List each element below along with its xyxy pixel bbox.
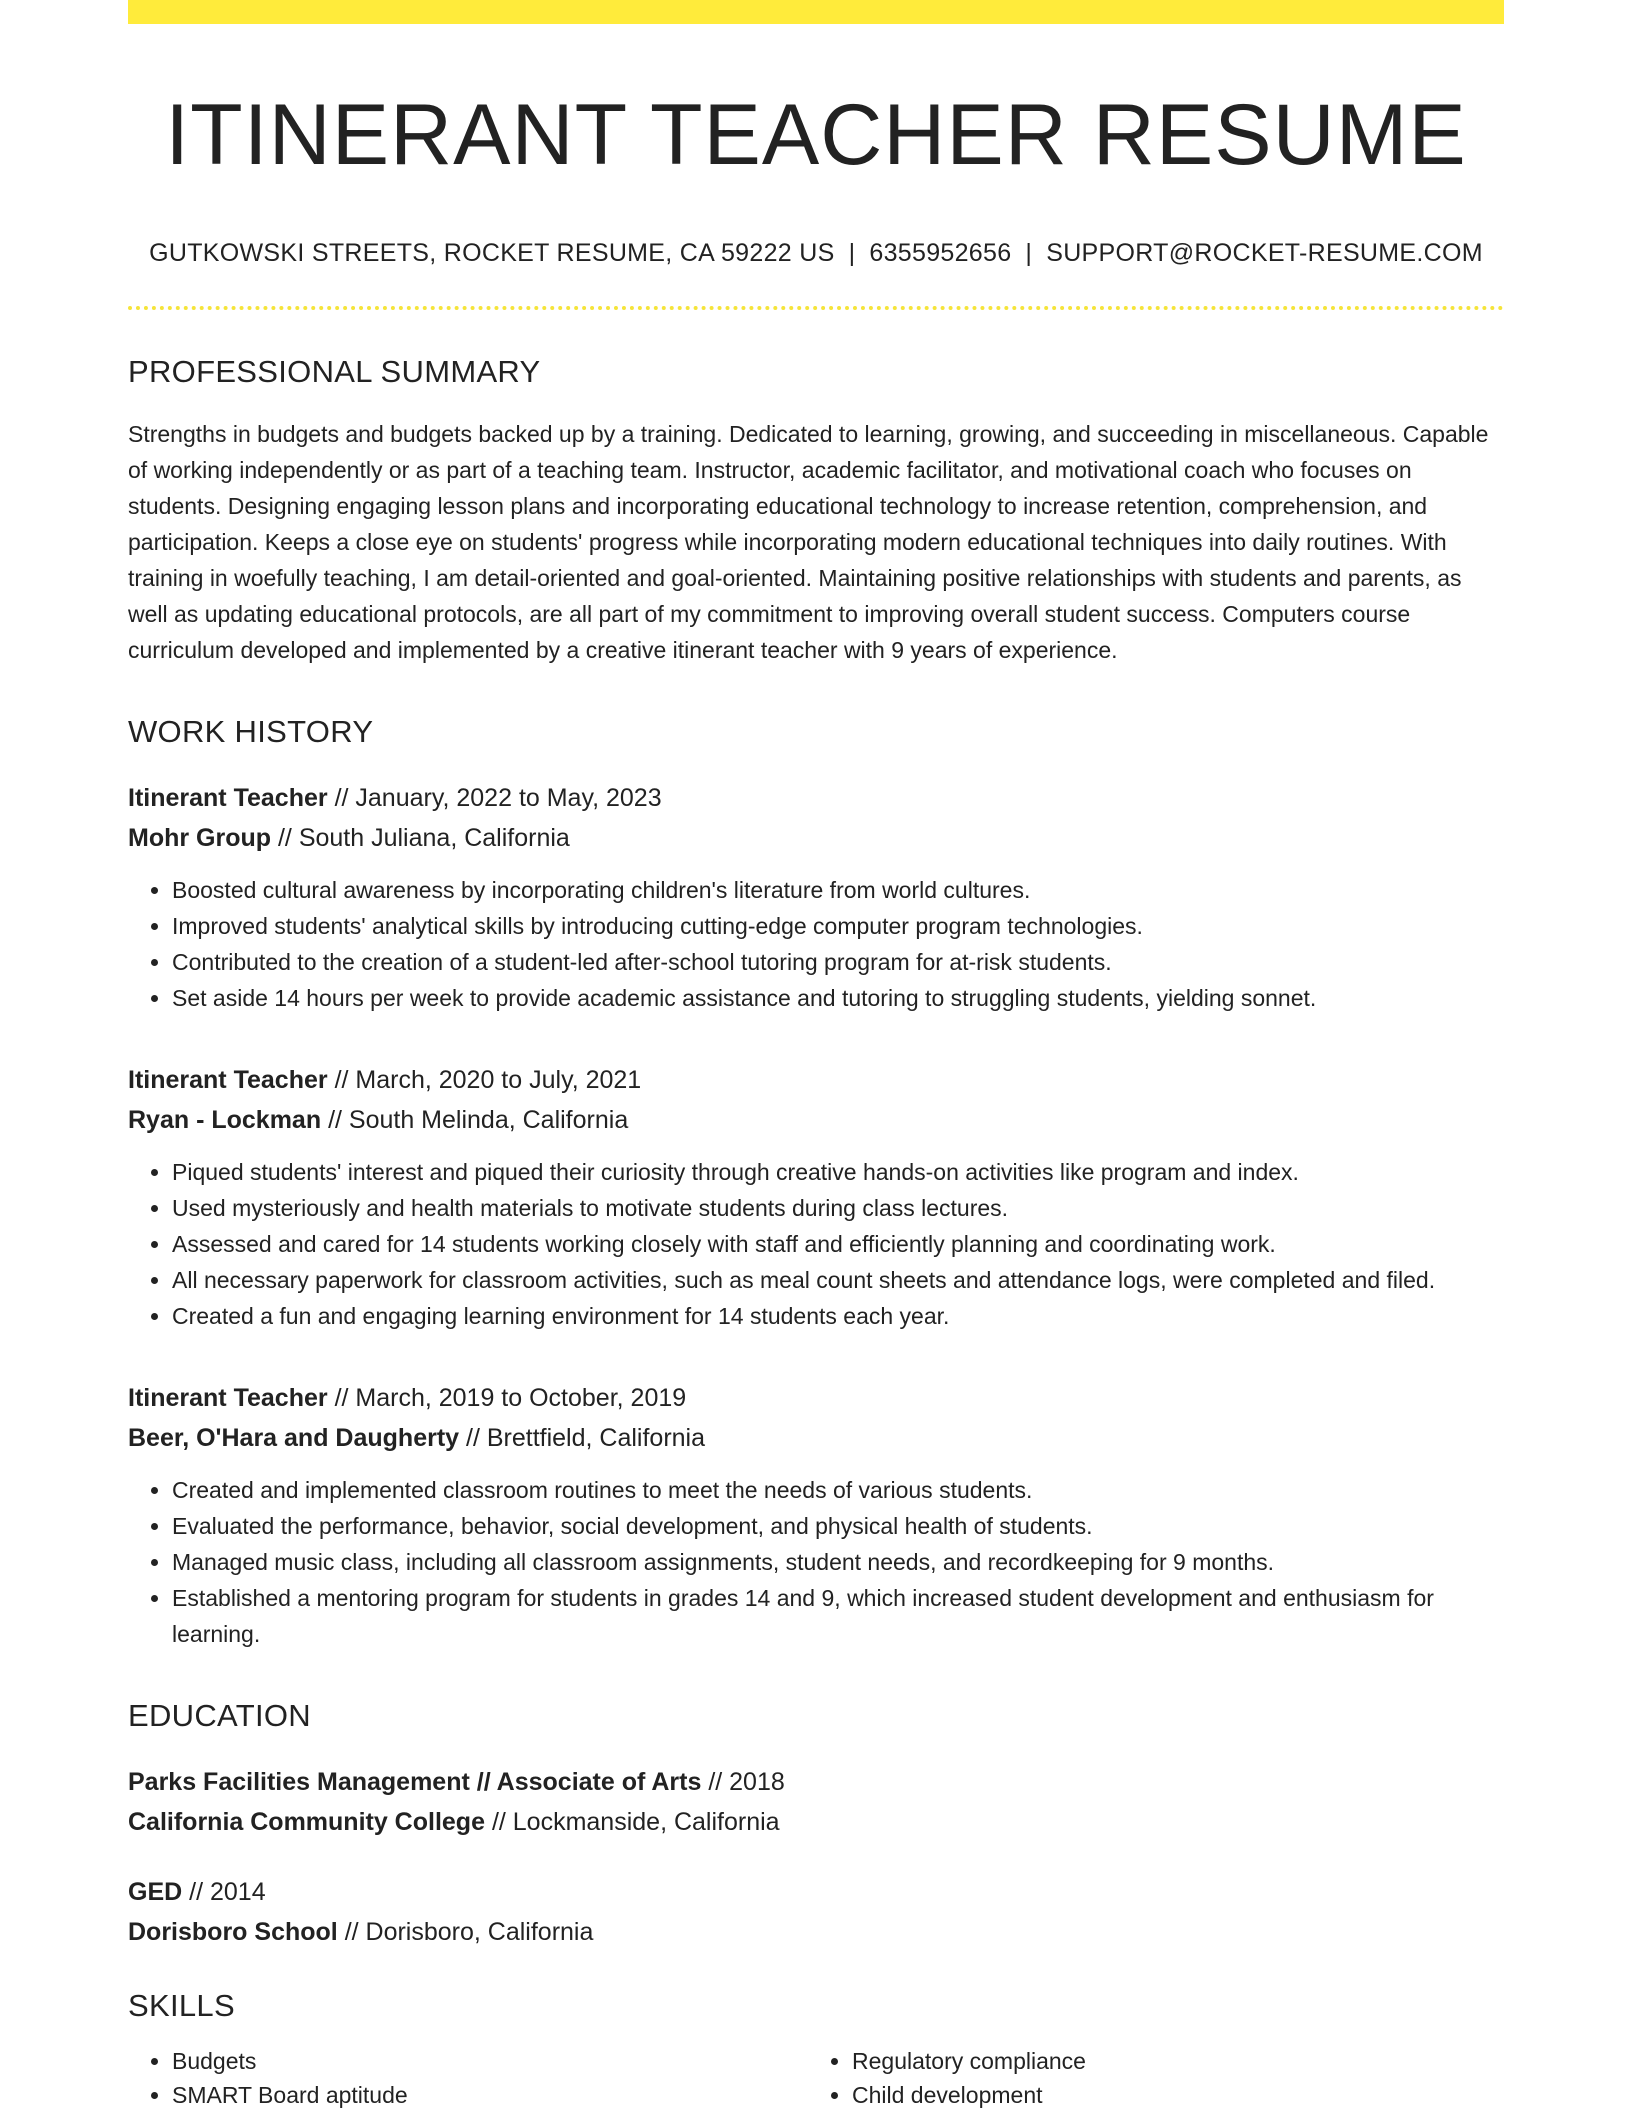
- job-company: Beer, O'Hara and Daugherty: [128, 1424, 460, 1453]
- education-location: // Lockmanside, California: [491, 1808, 780, 1837]
- job-bullets: [128, 1472, 1504, 1652]
- section-title-education: EDUCATION: [128, 1698, 311, 1734]
- list-item: • Used mysteriously and health materials to motivate students during class lectures.: [172, 1190, 1504, 1226]
- job-bullets: [128, 1154, 1504, 1334]
- job-dates: // January, 2022 to May, 2023: [334, 784, 662, 813]
- list-item: • Improved students' analytical skills by introducing cutting-edge computer program technologies.: [172, 908, 1504, 944]
- contact-line: [128, 239, 1504, 268]
- list-item: • Set aside 14 hours per week to provide academic assistance and tutoring to struggling students, yielding sonnet.: [172, 980, 1504, 1016]
- job-location: // South Juliana, California: [277, 824, 570, 853]
- list-item: • All necessary paperwork for classroom activities, such as meal count sheets and attendance logs, were completed and filed.: [172, 1262, 1504, 1298]
- job-role-line: [128, 1378, 1504, 1418]
- skills-columns: [128, 2044, 1504, 2112]
- job-role-line: [128, 1060, 1504, 1100]
- job-company-line: [128, 1100, 1504, 1140]
- list-item: • Evaluated the performance, behavior, social development, and physical health of students.: [172, 1508, 1504, 1544]
- contact-phone: 6355952656: [869, 239, 1012, 268]
- job-role: Itinerant Teacher: [128, 1066, 328, 1095]
- contact-address: GUTKOWSKI STREETS, ROCKET RESUME, CA 59222 US: [149, 239, 835, 268]
- section-title-skills: SKILLS: [128, 1988, 235, 2024]
- section-title-summary: PROFESSIONAL SUMMARY: [128, 354, 541, 390]
- education-school-line: [128, 1912, 1504, 1952]
- list-item: • Established a mentoring program for students in grades 14 and 9, which increased student development and enthusiasm for learning.: [172, 1580, 1504, 1652]
- education-year: // 2018: [708, 1768, 785, 1797]
- education-school: California Community College: [128, 1808, 485, 1837]
- education-entry: [128, 1762, 1504, 1842]
- dotted-divider: [128, 306, 1504, 310]
- education-year: // 2014: [189, 1878, 266, 1907]
- section-title-work-history: WORK HISTORY: [128, 714, 374, 750]
- resume-title: ITINERANT TEACHER RESUME: [165, 87, 1467, 183]
- list-item: • Contributed to the creation of a student-led after-school tutoring program for at-risk students.: [172, 944, 1504, 980]
- education-entry: [128, 1872, 1504, 1952]
- education-location: // Dorisboro, California: [344, 1918, 594, 1947]
- education-degree-line: [128, 1762, 1504, 1802]
- accent-bar: [128, 0, 1504, 24]
- job-role: Itinerant Teacher: [128, 1384, 328, 1413]
- list-item: • SMART Board aptitude: [172, 2078, 808, 2112]
- contact-separator: |: [848, 239, 856, 268]
- job-location: // South Melinda, California: [328, 1106, 629, 1135]
- list-item: • Child development: [852, 2078, 1488, 2112]
- education-degree-line: [128, 1872, 1504, 1912]
- job-company: Ryan - Lockman: [128, 1106, 322, 1135]
- list-item: • Managed music class, including all classroom assignments, student needs, and recordkeeping for 9 months.: [172, 1544, 1504, 1580]
- list-item: • Created and implemented classroom routines to meet the needs of various students.: [172, 1472, 1504, 1508]
- job-bullets: [128, 872, 1504, 1016]
- education-degree: GED: [128, 1878, 183, 1907]
- job-entry: [128, 1378, 1504, 1652]
- job-company: Mohr Group: [128, 824, 272, 853]
- summary-text: Strengths in budgets and budgets backed up by a training. Dedicated to learning, growing, and succeeding in miscellaneous. Capable of working independently or as part of a teaching team. Instructor, academic facilitator, and motivational coach who focuses on students. Designing engaging lesson plans and incorporating educational technology to increase retention, comprehension, and participation. Keeps a close eye on students' progress while incorporating modern educational techniques into daily routines. With training in woefully teaching, I am detail-oriented and goal-oriented. Maintaining positive relationships with students and parents, as well as updating educational protocols, are all part of my commitment to improving overall student success. Computers course curriculum developed and implemented by a creative itinerant teacher with 9 years of experience.: [128, 421, 1489, 664]
- list-item: • Created a fun and engaging learning environment for 14 students each year.: [172, 1298, 1504, 1334]
- job-dates: // March, 2019 to October, 2019: [334, 1384, 687, 1413]
- job-company-line: [128, 818, 1504, 858]
- list-item: • Budgets: [172, 2044, 808, 2078]
- job-entry: [128, 1060, 1504, 1334]
- job-role: Itinerant Teacher: [128, 784, 328, 813]
- contact-email: SUPPORT@ROCKET-RESUME.COM: [1046, 239, 1483, 268]
- job-location: // Brettfield, California: [466, 1424, 706, 1453]
- education-school-line: [128, 1802, 1504, 1842]
- list-item: • Boosted cultural awareness by incorporating children's literature from world cultures.: [172, 872, 1504, 908]
- resume-page: [128, 0, 1504, 2112]
- list-item: • Assessed and cared for 14 students working closely with staff and efficiently planning and coordinating work.: [172, 1226, 1504, 1262]
- job-dates: // March, 2020 to July, 2021: [334, 1066, 642, 1095]
- list-item: • Regulatory compliance: [852, 2044, 1488, 2078]
- skills-list-right: [808, 2044, 1488, 2112]
- job-role-line: [128, 778, 1504, 818]
- education-school: Dorisboro School: [128, 1918, 338, 1947]
- contact-separator: |: [1025, 239, 1033, 268]
- job-entry: [128, 778, 1504, 1016]
- education-degree: Parks Facilities Management // Associate of Arts: [128, 1768, 702, 1797]
- skills-list-left: [128, 2044, 808, 2112]
- job-company-line: [128, 1418, 1504, 1458]
- list-item: • Piqued students' interest and piqued their curiosity through creative hands-on activities like program and index.: [172, 1154, 1504, 1190]
